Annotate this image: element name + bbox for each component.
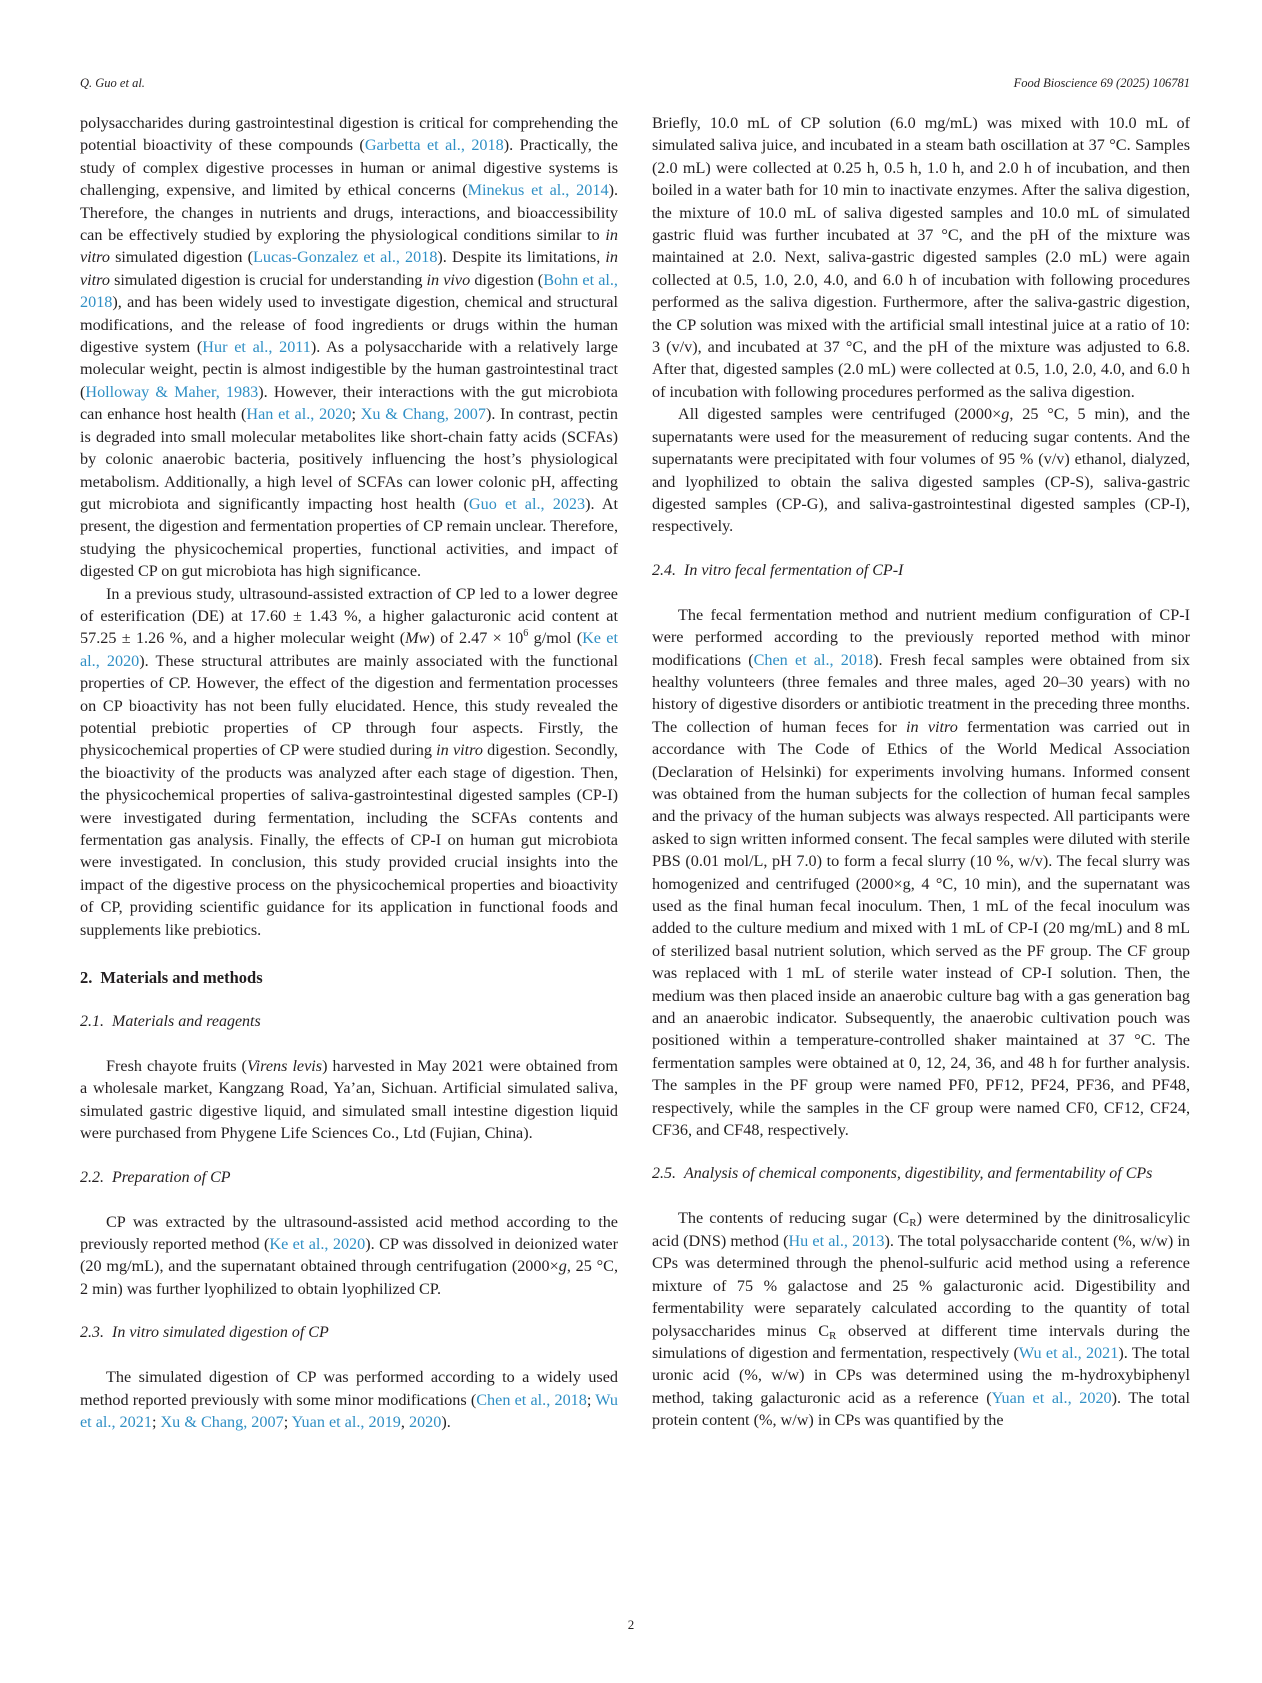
citation-link[interactable]: Holloway & Maher, 1983 xyxy=(85,382,259,401)
intro-paragraph-2 xyxy=(80,583,618,942)
text: ) of 2.47 × 10 xyxy=(429,629,524,648)
text: ). At present, the digestion and fermentation properties of CP remain unclear. Therefore, studying the physicochemical properties, functional activities, and impact of digested CP on gut microbiota has high significance. xyxy=(80,494,619,581)
paragraph-fecal-fermentation xyxy=(652,604,1190,1142)
text: ; xyxy=(351,405,361,424)
citation-link[interactable]: Garbetta et al., 2018 xyxy=(364,136,504,155)
paragraph-materials-reagents xyxy=(80,1055,618,1145)
subsection-title: In vitro fecal fermentation of CP-I xyxy=(684,561,904,579)
right-column xyxy=(652,112,1190,1432)
citation-link[interactable]: Ke et al., 2020 xyxy=(80,629,618,670)
text: , 25 °C, 5 min), and the supernatants were used for the measurement of reducing sugar contents. And the supernatants were precipitated with four volumes of 95 % (v/v) ethanol, dialyzed, and lyophilized to obtain the saliva digested samples (CP-S), saliva-gastric digested samples (CP-G), and saliva-gastrointestinal digested samples (CP-I), respectively. xyxy=(652,405,1190,536)
subsection-title: Preparation of CP xyxy=(112,1168,231,1186)
italic-term: in vitro xyxy=(436,741,483,760)
text: ). However, their interactions with the gut microbiota can enhance host health ( xyxy=(80,382,618,424)
paragraph-preparation-cp xyxy=(80,1211,618,1301)
text: simulated digestion is crucial for understanding xyxy=(109,270,427,289)
page-number: 2 xyxy=(627,1617,635,1632)
subsection-heading-2-5 xyxy=(652,1163,1190,1185)
text: The simulated digestion of CP was performed according to a widely used method reported previously with some minor modifications ( xyxy=(80,1368,618,1409)
text: ). Fresh fecal samples were obtained from six healthy volunteers (three females and three males, aged 20–30 years) with no history of digestive disorders or antibiotic treatment in the preceding three months. The collection of human feces for xyxy=(652,650,1190,736)
text: ; xyxy=(283,1413,292,1432)
italic-term: g xyxy=(1001,405,1010,424)
citation-link[interactable]: Han et al., 2020 xyxy=(246,405,352,424)
subsection-heading-2-4 xyxy=(652,560,1190,582)
text: ). Practically, the study of complex digestive processes in human or animal digestive systems is challenging, expensive, and limited by ethical concerns ( xyxy=(80,136,618,200)
text: ). Despite its limitations, xyxy=(437,248,606,267)
subsection-heading-2-2 xyxy=(80,1167,618,1189)
paragraph-digestion-procedure: Briefly, 10.0 mL of CP solution (6.0 mg/mL) was mixed with 10.0 mL of simulated saliva juice, and incubated in a steam bath oscillation at 37 °C. Samples (2.0 mL) were collected at 0.25 h, 0.5 h, 1.0 h, and 2.0 h of incubation, and then boiled in a water bath for 10 min to inactivate enzymes. After the saliva digestion, the mixture of 10.0 mL of saliva digested samples and 10.0 mL of simulated gastric fluid was further incubated at 37 °C, and the pH of the mixture was maintained at 2.0. Next, saliva-gastric digested samples (2.0 mL) were again collected at 0.5, 1.0, 2.0, 4.0, and 6.0 h of incubation with following procedures performed as the saliva digestion. Furthermore, after the saliva-gastric digestion, the CP solution was mixed with the artificial small intestinal juice at a ratio of 10: 3 (v/v), and incubated at 37 °C, and the pH of the mixture was adjusted to 6.8. After that, digested samples (2.0 mL) were collected at 0.5, 1.0, 2.0, 4.0, and 6.0 h of incubation with following procedures performed as the saliva digestion. xyxy=(652,114,1190,401)
section-title: Materials and methods xyxy=(100,968,263,988)
text: ; xyxy=(586,1390,596,1409)
subsection-number: 2.2. xyxy=(80,1168,104,1186)
citation-link[interactable]: Ke et al., 2020 xyxy=(269,1235,366,1254)
section-number: 2. xyxy=(80,968,93,988)
running-head-journal: Food Bioscience 69 (2025) 106781 xyxy=(1013,76,1190,90)
subscript: R xyxy=(829,1329,837,1342)
text: ), and has been widely used to investigate digestion, chemical and structural modifications, and the release of food ingredients or drugs within the human digestive system ( xyxy=(80,293,618,357)
text: digestion. Secondly, the bioactivity of the products was analyzed after each stage of digestion. Then, the physicochemical properties of saliva-gastrointestinal digested samples (CP-I) were investigated during fermentation, including the SCFAs contents and fermentation gas analysis. Finally, the effects of CP-I on human gut microbiota were investigated. In conclusion, this study provided crucial insights into the impact of the digestive process on the physicochemical properties and bioactivity of CP, providing scientific guidance for its application in functional foods and supplements like prebiotics. xyxy=(80,741,618,939)
text: , 25 °C, 2 min) was further lyophilized to obtain lyophilized CP. xyxy=(80,1257,618,1298)
citation-link[interactable]: Yuan et al., 2020 xyxy=(991,1388,1112,1407)
citation-link[interactable]: 2020 xyxy=(408,1413,442,1432)
text: digestion ( xyxy=(470,270,544,289)
text: The contents of reducing sugar (C xyxy=(678,1209,910,1228)
paragraph-centrifugation xyxy=(652,403,1190,537)
text: ). xyxy=(441,1413,451,1432)
text: CP was extracted by the ultrasound-assisted acid method according to the previously reported method ( xyxy=(80,1212,618,1254)
subscript: R xyxy=(909,1217,917,1230)
text: ). As a polysaccharide with a relatively large molecular weight, pectin is almost indigestible by the human gastrointestinal tract ( xyxy=(80,338,618,401)
citation-link[interactable]: Hur et al., 2011 xyxy=(202,338,311,357)
running-head-authors: Q. Guo et al. xyxy=(80,76,145,90)
text: ). CP was dissolved in deionized water (20 mg/mL), and the supernatant obtained through centrifugation (2000× xyxy=(80,1235,618,1276)
text: ). These structural attributes are mainly associated with the functional properties of CP. However, the effect of the digestion and fermentation processes on CP bioactivity has not been fully elucidated. Hence, this study revealed the potential prebiotic properties of CP through four aspects. Firstly, the physicochemical properties of CP were studied during xyxy=(80,651,618,760)
text: g/mol ( xyxy=(528,629,583,648)
italic-term: in vivo xyxy=(426,270,471,289)
italic-term: Virens levis xyxy=(246,1057,323,1076)
text: All digested samples were centrifuged (2000× xyxy=(678,405,1002,424)
italic-term: in vitro xyxy=(906,717,958,736)
subsection-number: 2.4. xyxy=(652,561,676,579)
text: The fecal fermentation method and nutrient medium configuration of CP-I were performed according to the previously reported method with minor modifications ( xyxy=(652,605,1190,669)
section-heading-materials-methods xyxy=(80,967,618,989)
citation-link[interactable]: Hu et al., 2013 xyxy=(788,1231,885,1250)
italic-term: in vitro xyxy=(80,248,618,289)
text: ) were determined by the dinitrosalicylic acid (DNS) method ( xyxy=(652,1209,1191,1250)
italic-term: g xyxy=(558,1257,567,1276)
subsection-number: 2.1. xyxy=(80,1013,104,1031)
citation-link[interactable]: Yuan et al., 2019 xyxy=(291,1413,401,1432)
citation-link[interactable]: Xu & Chang, 2007 xyxy=(360,405,486,424)
text: observed at different time intervals during the simulations of digestion and fermentation, respectively ( xyxy=(652,1321,1190,1362)
citation-link[interactable]: Wu et al., 2021 xyxy=(80,1390,618,1432)
text: In a previous study, ultrasound-assisted extraction of CP led to a lower degree of esterification (DE) at 17.60 ± 1.43 %, a higher galacturonic acid content at 57.25 ± 1.26 %, and a higher molecular weight ( xyxy=(80,584,618,648)
subsection-number: 2.3. xyxy=(80,1324,104,1342)
text: ). In contrast, pectin is degraded into small molecular metabolites like short-chain fatty acids (SCFAs) by colonic anaerobic bacteria, positively influencing the host’s physiological metabolism. Additionally, a high level of SCFAs can lower colonic pH, affecting gut microbiota and significantly impacting host health ( xyxy=(80,405,618,513)
citation-link[interactable]: Wu et al., 2021 xyxy=(1018,1343,1119,1362)
text: ). The total uronic acid (%, w/w) in CPs was determined using the m-hydroxybiphenyl method, taking galacturonic acid as a reference ( xyxy=(652,1343,1190,1407)
text: ; xyxy=(151,1413,161,1432)
text: ). The total protein content (%, w/w) in CPs was quantified by the xyxy=(652,1388,1190,1430)
text: polysaccharides during gastrointestinal digestion is critical for comprehending the potential bioactivity of these compounds ( xyxy=(80,114,618,155)
paragraph-simulated-digestion xyxy=(80,1366,618,1433)
citation-link[interactable]: Chen et al., 2018 xyxy=(753,650,874,669)
text: , xyxy=(400,1413,409,1432)
citation-link[interactable]: Minekus et al., 2014 xyxy=(467,181,609,200)
subsection-title: Analysis of chemical components, digestibility, and fermentability of CPs xyxy=(684,1165,1153,1183)
paragraph-chemical-analysis xyxy=(652,1207,1190,1431)
superscript: 6 xyxy=(523,628,529,640)
text: ). The total polysaccharide content (%, w/w) in CPs was determined through the phenol-sulfuric acid method using a reference mixture of 75 % galactose and 25 % galacturonic acid. Digestibility and fermentability were separately calculated according to the quantity of total polysaccharides minus C xyxy=(652,1231,1190,1340)
citation-link[interactable]: Guo et al., 2023 xyxy=(468,494,586,513)
citation-link[interactable]: Lucas-Gonzalez et al., 2018 xyxy=(253,248,438,267)
citation-link[interactable]: Bohn et al., 2018 xyxy=(80,270,618,312)
citation-link[interactable]: Chen et al., 2018 xyxy=(476,1390,587,1409)
text: simulated digestion ( xyxy=(109,248,254,267)
left-column xyxy=(80,112,618,1434)
italic-term: in vitro xyxy=(80,226,618,267)
text: Fresh chayote fruits ( xyxy=(106,1057,247,1076)
italic-term: Mw xyxy=(405,629,430,648)
intro-paragraph-1 xyxy=(80,112,618,583)
subsection-title: Materials and reagents xyxy=(112,1013,261,1031)
text: fermentation was carried out in accordance with The Code of Ethics of the World Medical Association (Declaration of Helsinki) for experiments involving humans. Informed consent was obtained from the human subjects for the collection of human fecal samples and the privacy of the human subjects was always respected. All participants were asked to sign written informed consent. The fecal samples were diluted with sterile PBS (0.01 mol/L, pH 7.0) to form a fecal slurry (10 %, w/v). The fecal slurry was homogenized and centrifuged (2000×g, 4 °C, 10 min), and the supernatant was used as the final human fecal inoculum. Then, 1 mL of the fecal inoculum was added to the culture medium and mixed with 1 mL of CP-I (20 mg/mL) and 8 mL of sterilized basal nutrient solution, which served as the PF group. The CF group was replaced with 1 mL of sterile water instead of CP-I solution. Then, the medium was then placed inside an anaerobic culture bag with a gas generation bag and an anaerobic indicator. Subsequently, the anaerobic cultivation pouch was positioned within a temperature-controlled shaker maintained at 37 °C. The fermentation samples were obtained at 0, 12, 24, 36, and 48 h for further analysis. The samples in the PF group were named PF0, PF12, PF24, PF36, and PF48, respectively, while the samples in the CF group were named CF0, CF12, CF24, CF36, and CF48, respectively. xyxy=(652,717,1190,1140)
subsection-number: 2.5. xyxy=(652,1165,676,1183)
subsection-heading-2-3 xyxy=(80,1322,618,1344)
subsection-heading-2-1 xyxy=(80,1011,618,1033)
text: ). Therefore, the changes in nutrients and drugs, interactions, and bioaccessibility can be effectively studied by exploring the physiological conditions similar to xyxy=(80,181,618,245)
subsection-title: In vitro simulated digestion of CP xyxy=(112,1324,329,1342)
text: ) harvested in May 2021 were obtained from a wholesale market, Kangzang Road, Ya’an, Sichuan. Artificial simulated saliva, simulated gastric digestive liquid, and simulated small intestine digestion liquid were purchased from Phygene Life Sciences Co., Ltd (Fujian, China). xyxy=(80,1057,618,1143)
citation-link[interactable]: Xu & Chang, 2007 xyxy=(160,1413,284,1432)
